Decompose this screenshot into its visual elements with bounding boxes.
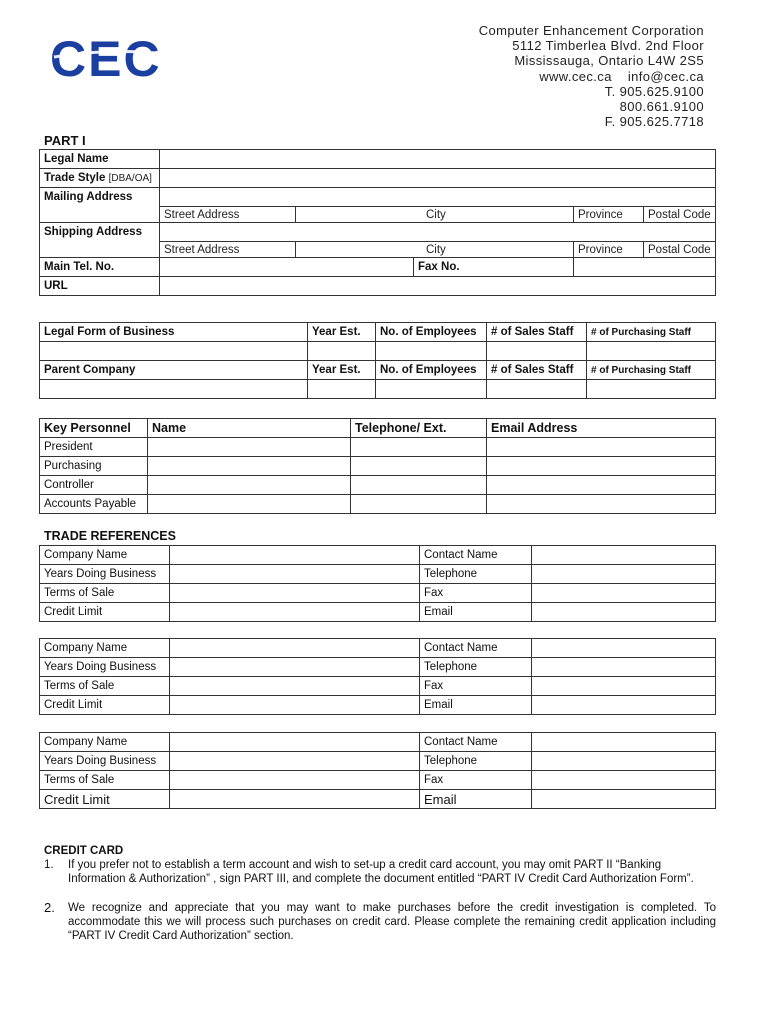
purchasing-staff-label: # of Purchasing Staff [587, 323, 716, 342]
ref1-telephone-field[interactable] [532, 565, 716, 584]
company-tollfree: 800.661.9100 [619, 99, 704, 115]
ref3-telephone-field[interactable] [532, 752, 716, 771]
parent-sales-staff-field[interactable] [487, 380, 587, 399]
company-web-email: www.cec.ca info@cec.ca [539, 68, 704, 84]
credit-card-item-2 [44, 901, 716, 943]
fax-label: Fax No. [414, 258, 574, 277]
part1-title: PART I [44, 133, 86, 148]
shipping-postal-label: Postal Code [644, 242, 716, 258]
ref3-email-field[interactable] [532, 790, 716, 809]
company-fax: F. 905.625.7718 [604, 114, 704, 130]
ref1-email-field[interactable] [532, 603, 716, 622]
mailing-province-label: Province [574, 207, 644, 223]
employees-label: No. of Employees [376, 323, 487, 342]
trade-left-label: Terms of Sale [40, 677, 170, 696]
legal-name-label: Legal Name [40, 150, 160, 169]
president-email-field[interactable] [487, 438, 716, 457]
president-name-field[interactable] [148, 438, 351, 457]
controller-email-field[interactable] [487, 476, 716, 495]
president-phone-field[interactable] [351, 438, 487, 457]
shipping-address-field[interactable] [160, 223, 716, 242]
ref1-credit-field[interactable] [170, 603, 420, 622]
fax-field[interactable] [574, 258, 716, 277]
ref2-fax-field[interactable] [532, 677, 716, 696]
company-info [479, 23, 704, 129]
trade-right-label: Contact Name [420, 733, 532, 752]
ref2-years-field[interactable] [170, 658, 420, 677]
mailing-address-label: Mailing Address [40, 188, 160, 223]
ref2-terms-field[interactable] [170, 677, 420, 696]
credit-card-title: CREDIT CARD [44, 845, 124, 857]
trade-right-label: Email [420, 603, 532, 622]
parent-employees-label: No. of Employees [376, 361, 487, 380]
trade-left-label: Years Doing Business [40, 658, 170, 677]
ref2-email-field[interactable] [532, 696, 716, 715]
employees-field[interactable] [376, 342, 487, 361]
parent-year-est-label: Year Est. [308, 361, 376, 380]
main-tel-field[interactable] [160, 258, 414, 277]
trade-left-label: Years Doing Business [40, 752, 170, 771]
sales-staff-label: # of Sales Staff [487, 323, 587, 342]
trade-left-label: Terms of Sale [40, 771, 170, 790]
trade-right-label: Telephone [420, 565, 532, 584]
year-est-field[interactable] [308, 342, 376, 361]
url-label: URL [40, 277, 160, 296]
trade-right-label: Fax [420, 584, 532, 603]
shipping-street-label: Street Address [160, 242, 296, 258]
purchasing-name-field[interactable] [148, 457, 351, 476]
controller-name-field[interactable] [148, 476, 351, 495]
cec-logo [48, 32, 193, 84]
mailing-street-label: Street Address [160, 207, 296, 223]
trade-right-label: Contact Name [420, 546, 532, 565]
main-tel-label: Main Tel. No. [40, 258, 160, 277]
purchasing-staff-field[interactable] [587, 342, 716, 361]
part1-table [39, 149, 716, 296]
company-tel: T. 905.625.9100 [604, 83, 704, 99]
trade-left-label: Company Name [40, 639, 170, 658]
trade-right-label: Fax [420, 771, 532, 790]
item-number: 1. [44, 859, 54, 871]
item-text: We recognize and appreciate that you may want to make purchases before the credit investigation is completed. To accommodate this we will process such purchases on credit card. Please complete the remaining credit application including “PART IV Credit Card Authorization” section. [68, 902, 716, 942]
sales-staff-field[interactable] [487, 342, 587, 361]
trade-left-label: Credit Limit [40, 790, 170, 809]
telephone-header: Telephone/ Ext. [351, 419, 487, 438]
company-city: Mississauga, Ontario L4W 2S5 [514, 53, 704, 69]
personnel-row-label: Accounts Payable [40, 495, 148, 514]
ref3-fax-field[interactable] [532, 771, 716, 790]
trade-left-label: Company Name [40, 733, 170, 752]
ref1-terms-field[interactable] [170, 584, 420, 603]
cec-logo-graphic [48, 32, 193, 84]
trade-style-field[interactable] [160, 169, 716, 188]
parent-company-field[interactable] [40, 380, 308, 399]
shipping-province-label: Province [574, 242, 644, 258]
parent-company-label: Parent Company [40, 361, 308, 380]
trade-style-label: Trade Style [DBA/OA] [40, 169, 160, 188]
url-field[interactable] [160, 277, 716, 296]
credit-card-item-1 [44, 858, 716, 886]
trade-left-label: Years Doing Business [40, 565, 170, 584]
personnel-row-label: Purchasing [40, 457, 148, 476]
legal-name-field[interactable] [160, 150, 716, 169]
logo-text: CEC [50, 32, 162, 84]
ref3-years-field[interactable] [170, 752, 420, 771]
trade-left-label: Credit Limit [40, 603, 170, 622]
ref3-credit-field[interactable] [170, 790, 420, 809]
trade-right-label: Email [420, 696, 532, 715]
trade-ref-table-1 [39, 545, 716, 622]
trade-left-label: Credit Limit [40, 696, 170, 715]
trade-left-label: Company Name [40, 546, 170, 565]
shipping-city-label: City [296, 242, 574, 258]
ref1-company-field[interactable] [170, 546, 420, 565]
year-est-label: Year Est. [308, 323, 376, 342]
ref2-credit-field[interactable] [170, 696, 420, 715]
trade-right-label: Telephone [420, 658, 532, 677]
company-street: 5112 Timberlea Blvd. 2nd Floor [512, 38, 704, 54]
ref2-contact-field[interactable] [532, 639, 716, 658]
personnel-table [39, 418, 716, 514]
trade-right-label: Email [420, 790, 532, 809]
item-text: If you prefer not to establish a term account and wish to set-up a credit card account, you may omit PART II “Banking Information & Authorization” , sign PART III, and complete the document entitled “PART IV Credit Card Authorization Form”. [68, 859, 694, 885]
trade-references-title: TRADE REFERENCES [44, 529, 176, 543]
purchasing-phone-field[interactable] [351, 457, 487, 476]
personnel-row-label: Controller [40, 476, 148, 495]
email-header: Email Address [487, 419, 716, 438]
ref3-contact-field[interactable] [532, 733, 716, 752]
trade-left-label: Terms of Sale [40, 584, 170, 603]
ref1-fax-field[interactable] [532, 584, 716, 603]
parent-year-est-field[interactable] [308, 380, 376, 399]
trade-right-label: Telephone [420, 752, 532, 771]
item-number: 2. [44, 900, 55, 915]
mailing-address-field[interactable] [160, 188, 716, 207]
ref1-contact-field[interactable] [532, 546, 716, 565]
name-header: Name [148, 419, 351, 438]
ref2-company-field[interactable] [170, 639, 420, 658]
trade-right-label: Fax [420, 677, 532, 696]
ap-email-field[interactable] [487, 495, 716, 514]
trade-ref-table-3 [39, 732, 716, 809]
business-table [39, 322, 716, 399]
parent-sales-staff-label: # of Sales Staff [487, 361, 587, 380]
controller-phone-field[interactable] [351, 476, 487, 495]
legal-form-field[interactable] [40, 342, 308, 361]
ref2-telephone-field[interactable] [532, 658, 716, 677]
parent-purchasing-staff-label: # of Purchasing Staff [587, 361, 716, 380]
parent-employees-field[interactable] [376, 380, 487, 399]
ref3-company-field[interactable] [170, 733, 420, 752]
trade-right-label: Contact Name [420, 639, 532, 658]
ap-name-field[interactable] [148, 495, 351, 514]
mailing-city-label: City [296, 207, 574, 223]
ref1-years-field[interactable] [170, 565, 420, 584]
legal-form-label: Legal Form of Business [40, 323, 308, 342]
parent-purchasing-staff-field[interactable] [587, 380, 716, 399]
company-name: Computer Enhancement Corporation [478, 23, 704, 38]
ap-phone-field[interactable] [351, 495, 487, 514]
trade-ref-table-2 [39, 638, 716, 715]
personnel-row-label: President [40, 438, 148, 457]
mailing-postal-label: Postal Code [644, 207, 716, 223]
purchasing-email-field[interactable] [487, 457, 716, 476]
key-personnel-header: Key Personnel [40, 419, 148, 438]
shipping-address-label: Shipping Address [40, 223, 160, 258]
ref3-terms-field[interactable] [170, 771, 420, 790]
